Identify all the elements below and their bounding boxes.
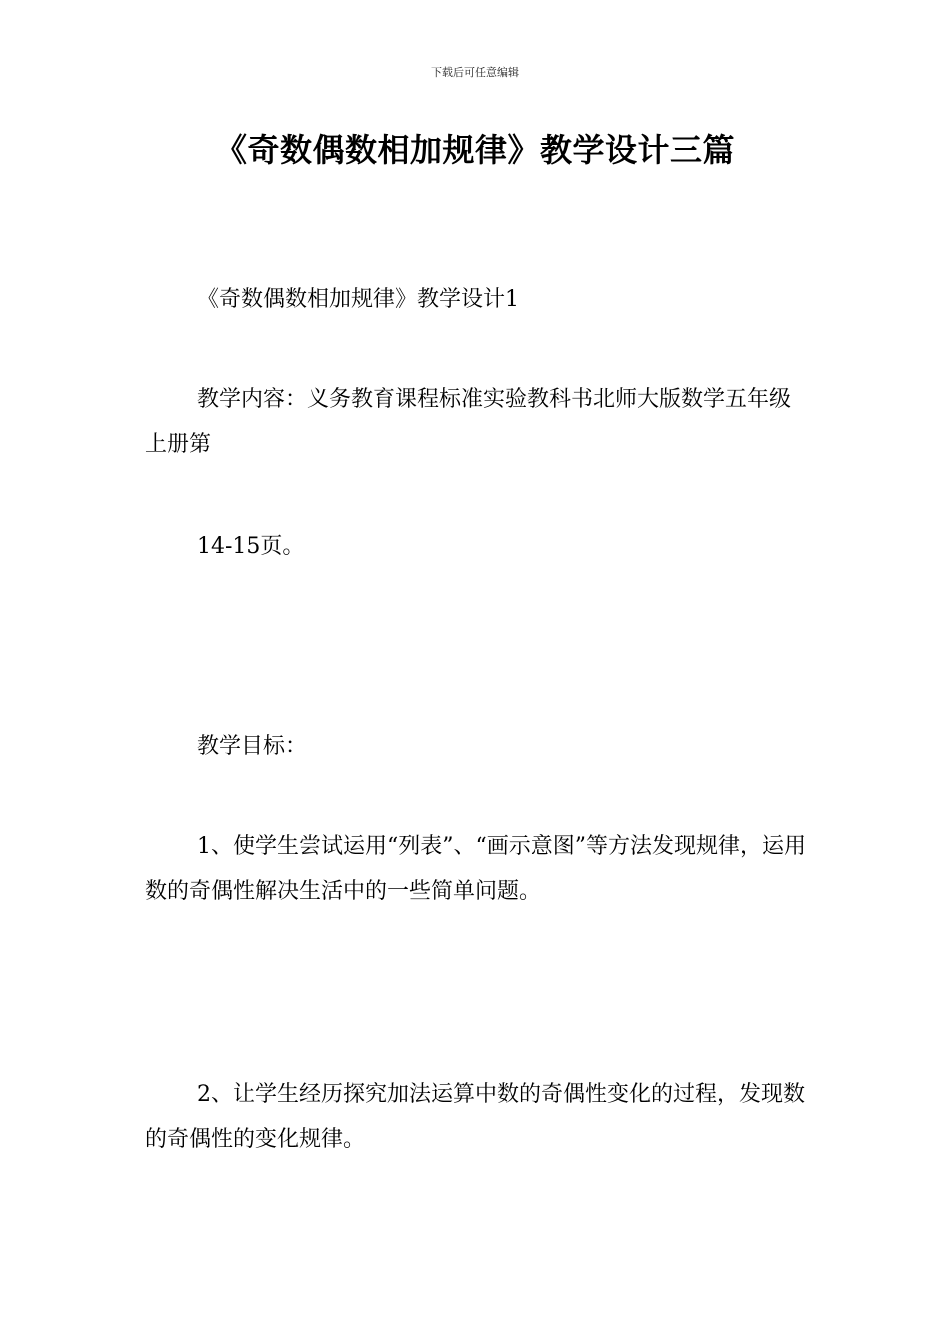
- document-title: 《奇数偶数相加规律》教学设计三篇: [214, 131, 735, 169]
- page-header: 下载后可任意编辑: [431, 66, 519, 79]
- section-heading-design-1: 《奇数偶数相加规律》教学设计1: [197, 287, 519, 312]
- objective-2-paragraph: 2、让学生经历探究加法运算中数的奇偶性变化的过程，发现数的奇偶性的变化规律。: [145, 1082, 805, 1152]
- page-range-paragraph: 14-15页。: [197, 534, 305, 559]
- objective-1-paragraph: 1、使学生尝试运用“列表”、“画示意图”等方法发现规律，运用数的奇偶性解决生活中的一些简单问题。: [145, 834, 806, 904]
- teaching-content-paragraph: 教学内容：义务教育课程标准实验教科书北师大版数学五年级上册第: [145, 387, 792, 457]
- teaching-objectives-heading: 教学目标：: [197, 734, 308, 759]
